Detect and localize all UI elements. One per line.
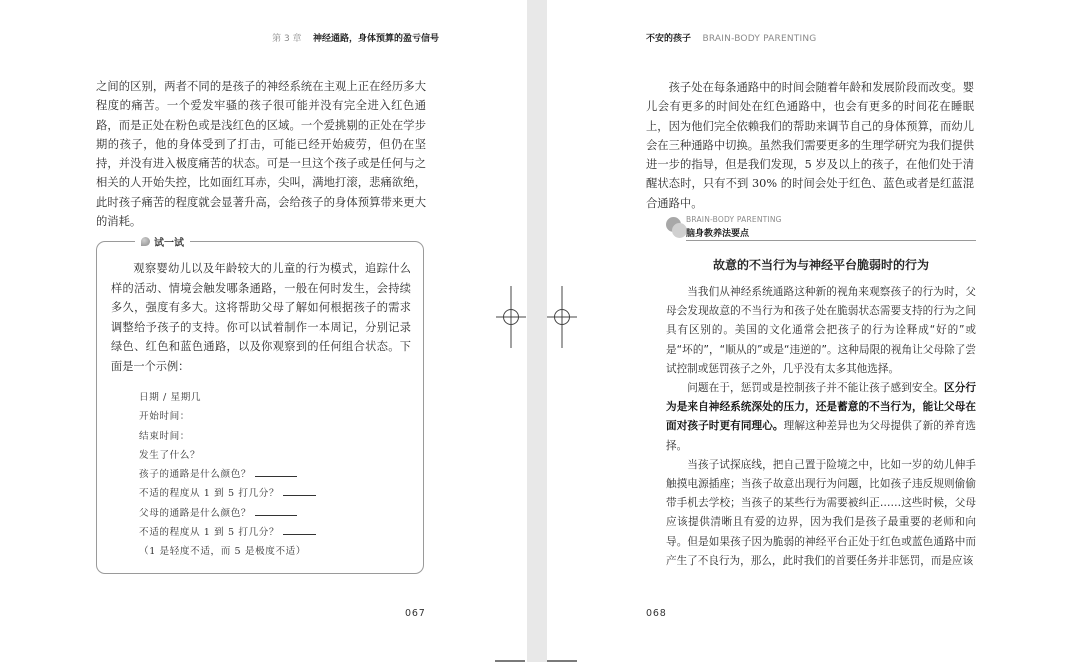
form-item-end-time bbox=[139, 427, 316, 446]
journal-form-example bbox=[139, 388, 316, 562]
chapter-title: 神经通路，身体预算的盈亏信号 bbox=[312, 34, 439, 44]
form-item-text: 孩子的通路是什么颜色？ bbox=[139, 469, 252, 481]
left-paragraph-1 bbox=[96, 77, 426, 231]
form-item-parent-color bbox=[139, 504, 316, 523]
key-points-header bbox=[666, 213, 976, 243]
form-item-text: 结束时间： bbox=[139, 430, 190, 442]
book-title: 不安的孩子 bbox=[646, 34, 692, 44]
para-2-lead: 问题在于，惩罚或是控制孩子并不能让孩子感到安全。 bbox=[687, 382, 945, 395]
form-item-text: 父母的通路是什么颜色？ bbox=[139, 507, 252, 519]
blank-line bbox=[283, 486, 316, 496]
form-item-text: 不适的程度从 1 到 5 打几分？ bbox=[139, 527, 280, 539]
para-2-bold: 区分行为是来自神经系统深处的压力，还是蓄意的不当行为，能让父母在面对孩子时更有同理心。 bbox=[666, 382, 977, 433]
key-points-para-1: 当我们从神经系统通路这种新的视角来观察孩子的行为时，父母会发现故意的不当行为和孩子处在脆弱状态需要支持的行为之间具有区别的。美国的文化通常会把孩子的行为诠释成“好的”或是“坏的”，“顺从的”或是“违逆的”。这种局限的视角让父母除了尝试控制或惩罚孩子之外，几乎没有太多其他选择。 bbox=[666, 286, 976, 375]
key-points-label-en: BRAIN-BODY PARENTING bbox=[686, 215, 782, 224]
blank-line bbox=[255, 506, 297, 516]
form-item-text: 不适的程度从 1 到 5 打几分？ bbox=[139, 488, 280, 500]
book-title-en: BRAIN-BODY PARENTING bbox=[702, 34, 817, 44]
registration-mark-icon bbox=[547, 286, 577, 348]
form-item-child-discomfort bbox=[139, 484, 316, 503]
form-item-text: 发生了什么？ bbox=[139, 449, 201, 461]
registration-mark-icon bbox=[496, 286, 526, 348]
blank-line bbox=[283, 525, 316, 535]
blank-line bbox=[255, 467, 297, 477]
paragraph-text: 之间的区别，两者不同的是孩子的神经系统在主观上正在经历多大程度的痛苦。一个爱发牢骚的孩子很可能并没有完全进入红色通路，而是正处在粉色或是浅红色的区域。一个爱挑剔的正处在学步期的孩子，他的身体受到了打击，可能已经开始疲劳，但仍在坚持，并没有进入极度痛苦的状态。可是一旦这个孩子或是任何与之相关的人开始失控，比如面红耳赤，尖叫，满地打滚，悲痛欲绝，此时孩子痛苦的程度就会显著升高，会给孩子的身体预算带来更大的消耗。 bbox=[96, 80, 426, 229]
form-item-child-color bbox=[139, 465, 316, 484]
left-page bbox=[0, 0, 527, 662]
form-item-start-time bbox=[139, 407, 316, 426]
form-item-what-happened bbox=[139, 446, 316, 465]
try-it-intro bbox=[111, 259, 411, 377]
form-item-scale-note bbox=[139, 542, 316, 561]
key-points-para-3: 当孩子试探底线，把自己置于险境之中，比如一岁的幼儿伸手触摸电源插座；当孩子故意出现行为问题，比如孩子违反规则偷偷带手机去学校；当孩子的某些行为需要被纠正……这些时候，父母应该提供清晰且有爱的边界，因为我们是孩子最重要的老师和向导。但是如果孩子因为脆弱的神经平台正处于红色或蓝色通路中而产生了不良行为，那么，此时我们的首要任务并非惩罚，而是应该 bbox=[666, 458, 976, 567]
form-item-text: 日期 / 星期几 bbox=[139, 392, 202, 403]
page-number-left: 067 bbox=[405, 608, 426, 619]
paragraph-text: 孩子处在每条通路中的时间会随着年龄和发展阶段而改变。婴儿会有更多的时间处在红色通路中，也会有更多的时间花在睡眠上，因为他们完全依赖我们的帮助来调节自己的身体预算，而幼儿会在三种通路中切换。虽然我们需要更多的生理学研究为我们提供进一步的指导，但是我们发现，5 岁及以上的孩子，在他们处于清醒状态时，只有不到 30% 的时间会处于红色、蓝色或者是红蓝混合通路中。 bbox=[646, 81, 974, 210]
divider bbox=[686, 240, 976, 241]
key-points-label-cn: 脑身教养法要点 bbox=[686, 229, 750, 239]
leaf-icon bbox=[141, 237, 150, 246]
running-head-right bbox=[646, 31, 816, 44]
key-points-para-2 bbox=[666, 379, 976, 456]
try-it-label: 试一试 bbox=[154, 238, 184, 249]
form-item-text: （1 是轻度不适，而 5 是极度不适） bbox=[139, 546, 307, 558]
right-paragraph-1 bbox=[646, 78, 974, 213]
page-number-right: 068 bbox=[646, 608, 667, 619]
circle-icon bbox=[672, 223, 687, 238]
section-title: 故意的不当行为与神经平台脆弱时的行为 bbox=[712, 258, 929, 272]
key-points-body bbox=[666, 283, 976, 571]
form-item-parent-discomfort bbox=[139, 523, 316, 542]
book-gutter bbox=[527, 0, 547, 662]
form-item-date bbox=[139, 388, 316, 407]
running-head-left bbox=[272, 31, 439, 44]
form-item-text: 开始时间： bbox=[139, 411, 190, 423]
chapter-label: 第 3 章 bbox=[272, 34, 302, 44]
para-2-tail: 理解这种差异也为父母提供了新的养育选择。 bbox=[666, 420, 976, 452]
try-it-box bbox=[96, 238, 424, 574]
intro-text: 观察婴幼儿以及年龄较大的儿童的行为模式，追踪什么样的活动、情境会触发哪条通路，一般在何时发生，会持续多久，强度有多大。这将帮助父母了解如何根据孩子的需求调整给予孩子的支持。你可以试着制作一本周记，分别记录绿色、红色和蓝色通路，以及你观察到的任何组合状态。下面是一个示例： bbox=[111, 262, 411, 373]
try-it-header bbox=[135, 234, 190, 249]
